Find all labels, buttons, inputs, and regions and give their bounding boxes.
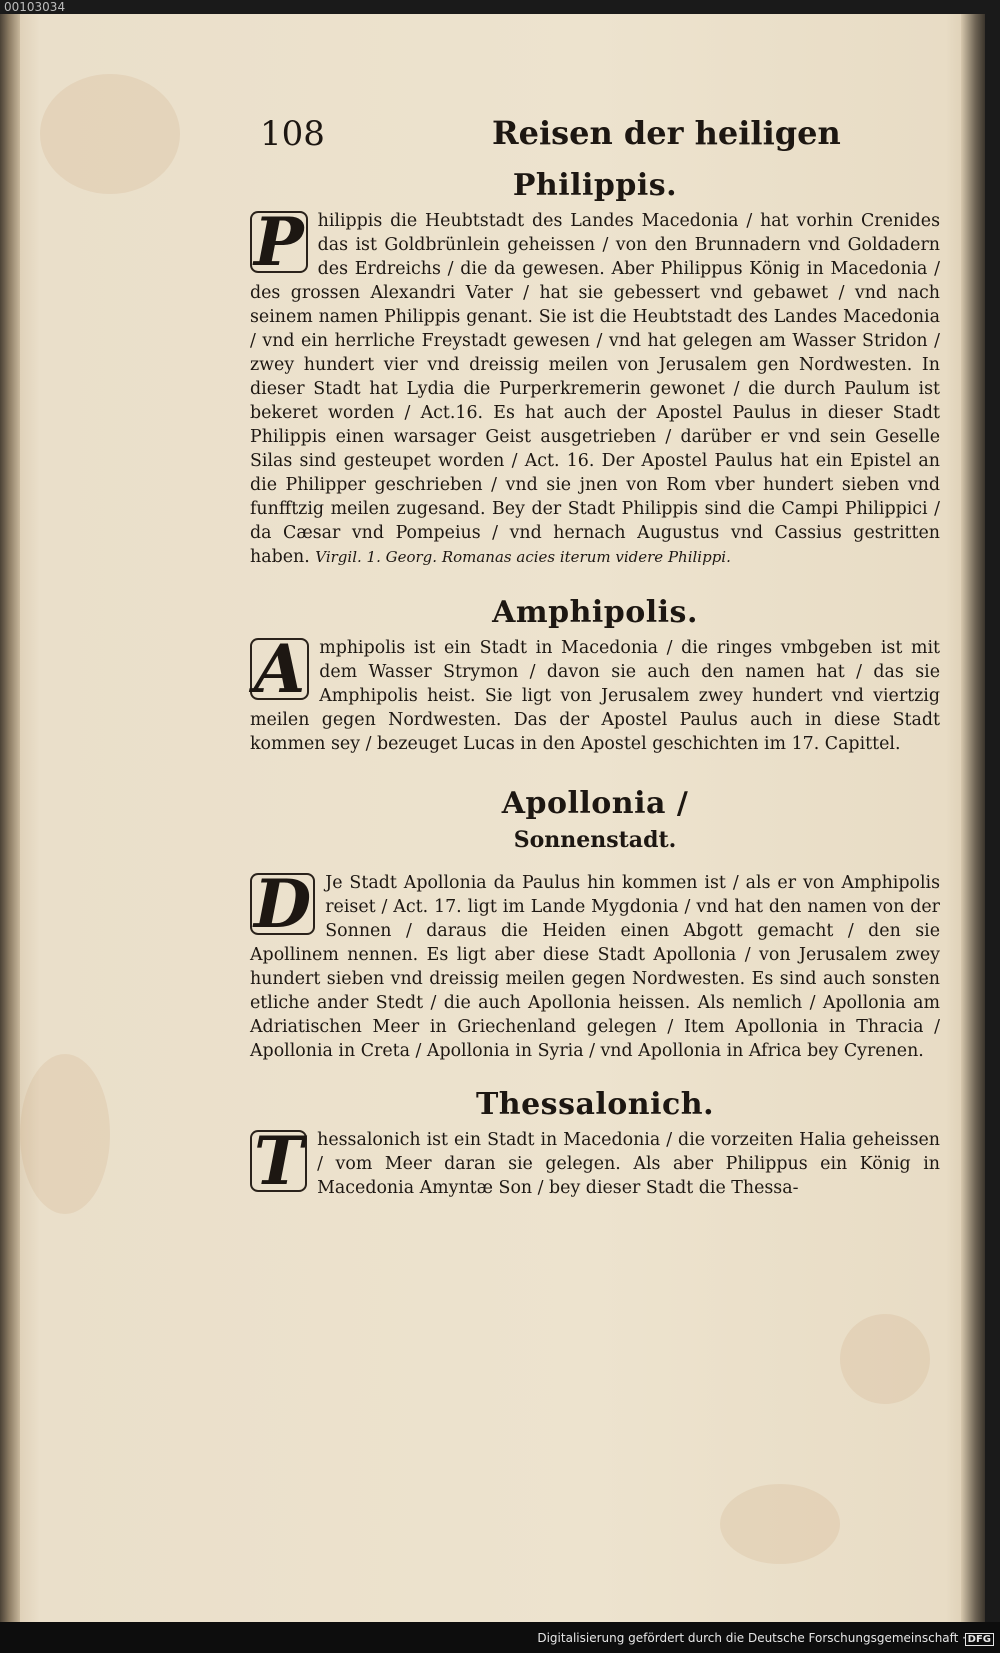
- dropcap: P: [250, 211, 308, 273]
- page-content: [250, 104, 940, 1200]
- paragraph-apollonia: [250, 865, 940, 1063]
- dropcap: A: [250, 638, 309, 700]
- section-subtitle-apollonia: Sonnenstadt.: [513, 827, 677, 853]
- dropcap: T: [250, 1130, 307, 1192]
- paper-stain: [840, 1314, 930, 1404]
- funding-credit: Digitalisierung gefördert durch die Deutsche Forschungsgemeinschaft ·: [537, 1631, 966, 1645]
- dropcap: D: [250, 873, 315, 935]
- running-title: Reisen der heiligen: [492, 114, 841, 152]
- paper-stain: [20, 1054, 110, 1214]
- paragraph-philippis: [250, 203, 940, 569]
- paragraph-text: hilippis die Heubtstadt des Landes Macedonia / hat vorhin Crenides das ist Goldbrünlein geheissen / von den Brunnadern vnd Goldadern des Erdreichs / die da gewesen. Aber Philippus König in Macedonia / des grossen Alexandri Vater / hat sie gebessert vnd gebawet / vnd nach seinem namen Philippis genant. Sie ist die Heubtstadt des Landes Macedonia / vnd ein herrliche Freystadt gewesen / vnd hat gelegen am Wasser Stridon / zwey hundert vier vnd dreissig meilen von Jerusalem gen Nordwesten. In dieser Stadt hat Lydia die Purperkremerin gewonet / die durch Paulum ist bekeret worden / Act.16. Es hat auch der Apostel Paulus in dieser Stadt Philippis einen warsager Geist ausgetrieben / darüber er vnd sein Geselle Silas sind gesteupet worden / Act. 16. Der Apostel Paulus hat ein Epistel an die Philipper geschrieben / vnd sie jnen von Rom vber hundert sieben vnd funfftzig meilen zugesand. Bey der Stadt Philippis sind die Campi Philippici / da Cæsar vnd Pompeius / vnd hernach Augustus vnd Cassius gestritten haben.: [250, 211, 940, 567]
- section-title-thessalonich: Thessalonich.: [475, 1087, 715, 1122]
- book-gutter: [0, 14, 20, 1622]
- paper-stain: [720, 1484, 840, 1564]
- page-number: 108: [260, 114, 325, 154]
- section-title-amphipolis: Amphipolis.: [492, 595, 698, 630]
- scan-id: 00103034: [4, 0, 66, 14]
- paragraph-text: Je Stadt Apollonia da Paulus hin kommen ist / als er von Amphipolis reiset / Act. 17. ligt im Lande Mygdonia / vnd hat den namen von der Sonnen / daraus die Heiden einen Abgott gemacht / den sie Apollinem nennen. Es ligt aber diese Stadt Apollonia / von Jerusalem zwey hundert sieben vnd dreissig meilen gegen Nordwesten. Es sind auch sonsten etliche ander Stedt / die auch Apollonia heissen. Als nemlich / Apollonia am Adriatischen Meer in Griechenland gelegen / Item Apollonia in Thracia / Apollonia in Creta / Apollonia in Syria / vnd Apollonia in Africa bey Cyrenen.: [250, 873, 940, 1061]
- running-head: [250, 104, 940, 164]
- citation: Virgil. 1. Georg. Romanas acies iterum videre Philippi.: [315, 548, 731, 566]
- footer-bar: [0, 1622, 1000, 1653]
- section-title-philippis: Philippis.: [512, 168, 678, 203]
- paragraph-text: hessalonich ist ein Stadt in Macedonia / die vorzeiten Halia geheissen / vom Meer daran sie gelegen. Als aber Philippus ein König in Macedonia Amyntæ Son / bey dieser Stadt die Thessa-: [317, 1130, 940, 1198]
- paragraph-amphipolis: [250, 630, 940, 756]
- dfg-logo-icon: DFG: [965, 1633, 994, 1646]
- paragraph-text: mphipolis ist ein Stadt in Macedonia / die ringes vmbgeben ist mit dem Wasser Strymon / davon sie auch den namen hat / das sie Amphipolis heist. Sie ligt von Jerusalem zwey hundert vnd viertzig meilen gegen Nordwesten. Das der Apostel Paulus auch in diese Stadt kommen sey / bezeuget Lucas in den Apostel geschichten im 17. Capittel.: [250, 638, 940, 754]
- page-edge: [961, 14, 985, 1622]
- paragraph-thessalonich: [250, 1122, 940, 1200]
- book-page: [0, 14, 985, 1622]
- paper-stain: [40, 74, 180, 194]
- section-title-apollonia: Apollonia /: [501, 786, 689, 821]
